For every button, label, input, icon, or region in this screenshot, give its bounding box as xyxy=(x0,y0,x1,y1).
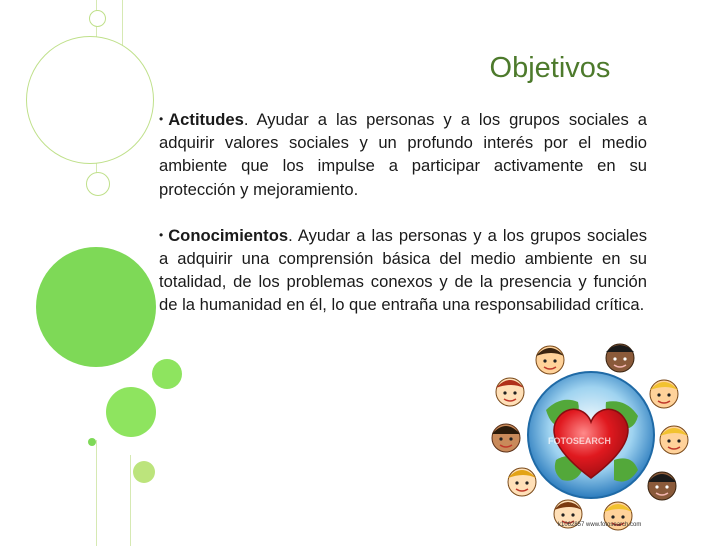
objective-term: Actitudes xyxy=(168,110,244,129)
bullet-icon: • xyxy=(159,112,164,126)
heart-globe-illustration xyxy=(486,340,696,540)
slide-title: Objetivos xyxy=(489,52,611,84)
decorative-line xyxy=(130,455,131,546)
objective-term: Conocimientos xyxy=(168,225,289,245)
bullet-icon: • xyxy=(159,227,164,242)
decorative-circle xyxy=(88,438,96,446)
child-face-icon xyxy=(496,378,524,406)
image-credit: k1062857 www.fotosearch.com xyxy=(558,522,642,528)
decorative-circle xyxy=(133,461,155,483)
decorative-circle xyxy=(89,10,106,27)
child-face-icon xyxy=(492,424,520,452)
decorative-circle xyxy=(36,247,156,367)
decorative-circle xyxy=(26,36,154,164)
child-face-icon xyxy=(648,472,676,500)
child-face-icon xyxy=(536,346,564,374)
decorative-line xyxy=(96,440,97,546)
objective-conocimientos xyxy=(159,224,647,317)
watermark-text: FOTOSEARCH xyxy=(548,436,611,446)
child-face-icon xyxy=(660,426,688,454)
decorative-circle xyxy=(152,359,182,389)
child-face-icon xyxy=(650,380,678,408)
decorative-circle xyxy=(86,172,110,196)
child-face-icon xyxy=(508,468,536,496)
objective-text: . Ayudar a las personas y a los grupos sociales a adquirir valores sociales y un profundo interés por el medio ambiente que los impulse a participar activamente en su protección y mejoramiento. xyxy=(159,110,647,199)
slide-body xyxy=(159,108,647,340)
decorative-circle xyxy=(106,387,156,437)
child-face-icon xyxy=(606,344,634,372)
objective-text: . Ayudar a las personas y a los grupos sociales a adquirir una comprensión básica del medio ambiente en su totalidad, de los problemas conexos y de la presencia y función de la humanidad en él, lo que entraña una responsabilidad crítica. xyxy=(159,225,647,315)
objective-actitudes xyxy=(159,108,647,201)
